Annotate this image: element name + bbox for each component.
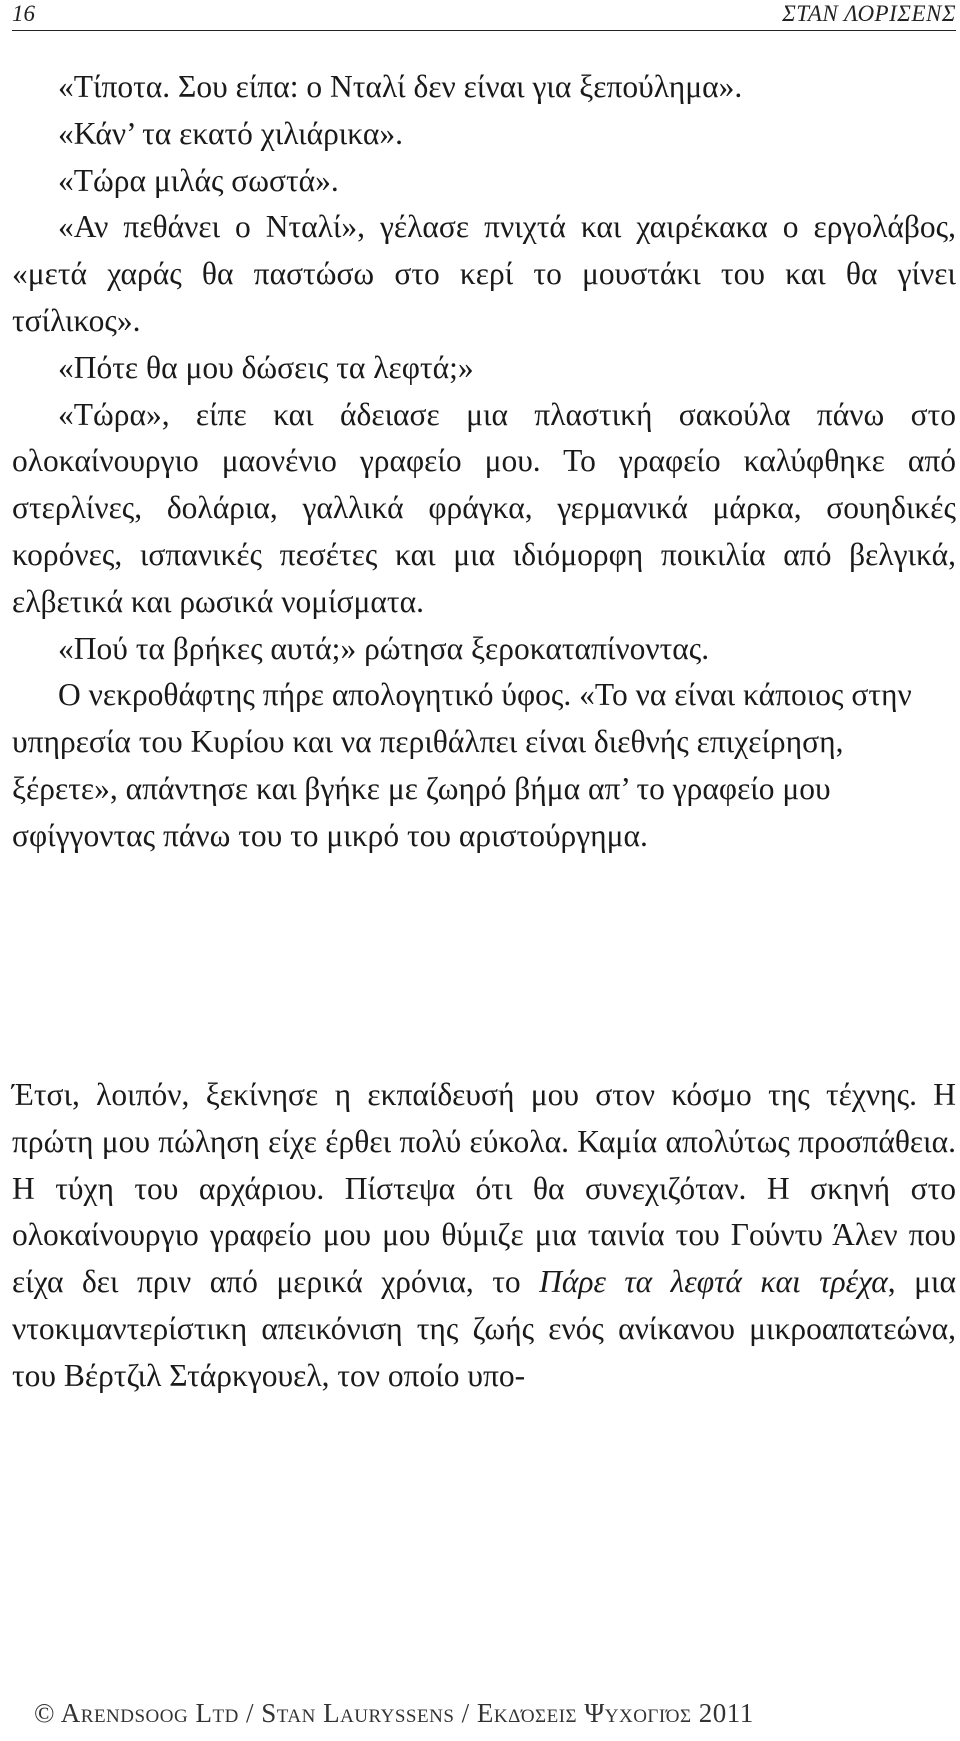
copyright-footer: © Arendsoog Ltd / Stan Lauryssens / Εκδόσεις Ψυχογιός 2011 [34, 1698, 754, 1728]
running-head-author: ΣΤΑΝ ΛΟΡΙΣΕΝΣ [782, 1, 956, 26]
running-head [12, 0, 956, 31]
paragraph: «Τώρα μιλάς σωστά». [58, 162, 339, 198]
paragraph: «Πού τα βρήκες αυτά;» ρώτησα ξεροκαταπίνοντας. [58, 630, 710, 666]
section-text-end: , μια ντοκιμαντερίστικη απεικόνιση της ζωής ενός ανίκανου μικροαπατεώνα, του Βέρτζιλ Στάρκγουελ, τον οποίο υπο- [12, 1264, 956, 1393]
paragraph: «Τίποτα. Σου είπα: ο Νταλί δεν είναι για ξεπούλημα». [58, 69, 743, 104]
paragraph: «Τώρα», είπε και άδειασε μια πλαστική σακούλα πάνω στο ολοκαίνουργιο μαονένιο γραφείο μου. Το γραφείο καλύφθηκε από στερλίνες, δολάρια, γαλλικά φράγκα, γερμανικά μάρκα, σουηδικές κορόνες, ισπανικές πεσέτες και μια ιδιόμορφη ποικιλία από βελγικά, ελβετικά και ρωσικά νομίσματα. [12, 396, 956, 619]
paragraph: «Κάν’ τα εκατό χιλιάρικα». [58, 115, 403, 151]
section-text [12, 1072, 956, 1400]
section-text-start: Έτσι, λοιπόν, ξεκίνησε η εκπαίδευσή μου στον κόσμο της τέχνης. Η πρώτη μου πώληση είχε έρθει πολύ εύκολα. Καμία απολύτως προσπάθεια. Η τύχη του αρχάριου. Πίστεψα ότι θα συνεχιζόταν. Η σκηνή στο ολοκαίνουργιο γραφείο μου μου θύμιζε μια ταινία του Γούντυ Άλεν που είχα δει πριν από μερικά χρόνια, το [12, 1077, 956, 1300]
page-number: 16 [12, 1, 35, 26]
dialogue-block [12, 64, 956, 860]
film-title: Πάρε τα λεφτά και τρέχα [539, 1264, 888, 1300]
section-paragraph [12, 1072, 956, 1400]
paragraph: «Πότε θα μου δώσεις τα λεφτά;» [58, 349, 474, 385]
paragraph: «Αν πεθάνει ο Νταλί», γέλασε πνιχτά και χαιρέκακα ο εργολάβος, «μετά χαράς θα παστώσω στο κερί το μουστάκι του και θα γίνει τσίλικος». [12, 209, 956, 338]
paragraph: Ο νεκροθάφτης πήρε απολογητικό ύφος. «Το να είναι κάποιος στην υπηρεσία του Κυρίου και να περιθάλπει είναι διεθνής επιχείρηση, ξέρετε», απάντησε και βγήκε με ζωηρό βήμα απ’ το γραφείο μου σφίγγοντας πάνω του το μικρό του αριστούργημα. [12, 677, 912, 853]
book-page [12, 0, 956, 1741]
